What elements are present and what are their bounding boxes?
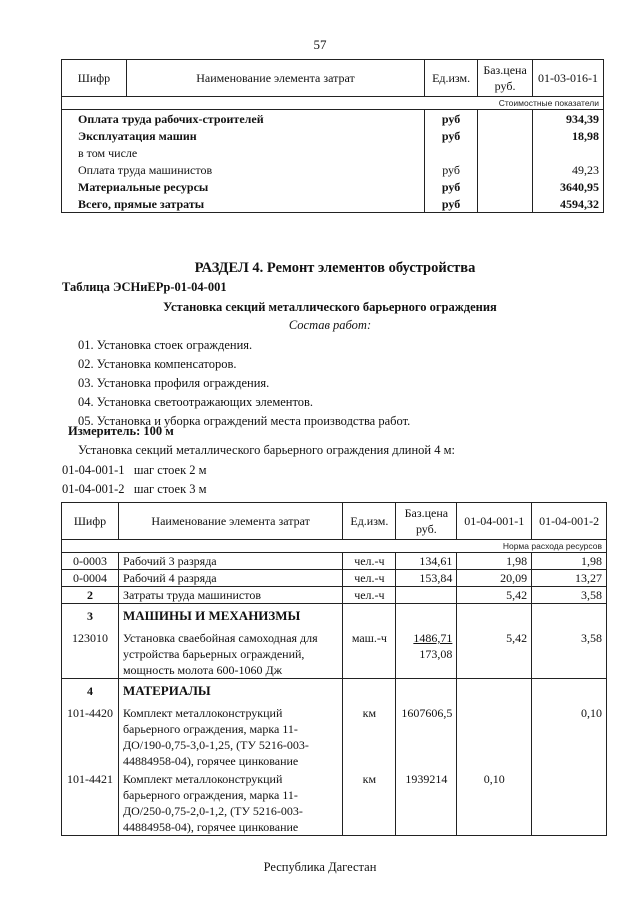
header-name: Наименование элемента затрат	[126, 60, 424, 97]
header-code: Шифр	[62, 60, 127, 97]
table-row: в том числе	[62, 144, 604, 161]
table-row: Всего, прямые затраты руб 4594,32	[62, 195, 604, 213]
table-row: Материальные ресурсы руб 3640,95	[62, 178, 604, 195]
header-name: Наименование элемента затрат	[118, 503, 342, 540]
header-col: 01-03-016-1	[533, 60, 604, 97]
section-title: РАЗДЕЛ 4. Ремонт элементов обустройства	[194, 260, 476, 276]
table-label: Таблица ЭСНиЕРр-01-04-001	[62, 280, 227, 294]
header-col1: 01-04-001-1	[457, 503, 532, 540]
table-row: 101-4421 Комплект металлоконструкций барьерного ограждения, марка 11-ДО/250-0,75-2,0-1,2, (ТУ 5216-003-44884958-04), горячее цинкование км 1939214 0,10	[62, 769, 607, 836]
table-row: 123010 Установка сваебойная самоходная для устройства барьерных ограждений, мощность молота 600-1060 Дж маш.-ч 1486,71 173,08 5,42 3,58	[62, 628, 607, 679]
header-code: Шифр	[62, 503, 119, 540]
table-header	[62, 60, 604, 97]
work-list	[78, 336, 410, 431]
list-item: 02. Установка компенсаторов.	[78, 357, 237, 371]
list-item: 04. Установка светоотражающих элементов.	[78, 395, 314, 409]
table-caption: Установка секций металлического барьерного ограждения	[163, 300, 497, 314]
page-number: 57	[313, 37, 327, 52]
table-row: 2 Затраты труда машинистов чел.-ч 5,42 3,58	[62, 587, 607, 604]
work-title: Состав работ:	[288, 318, 372, 332]
table-row: Оплата труда машинистов руб 49,23	[62, 161, 604, 178]
list-item: 01. Установка стоек ограждения.	[78, 338, 253, 352]
table-row: 0-0003 Рабочий 3 разряда чел.-ч 134,61 1,98 1,98	[62, 553, 607, 570]
measure: Измеритель: 100 м	[68, 424, 174, 438]
header-unit: Ед.изм.	[343, 503, 396, 540]
table-row: 4 МАТЕРИАЛЫ	[62, 679, 607, 704]
list-item: 01-04-001-2 шаг стоек 3 м	[62, 482, 207, 496]
table-row: 3 МАШИНЫ И МЕХАНИЗМЫ	[62, 604, 607, 629]
table-row: 0-0004 Рабочий 4 разряда чел.-ч 153,84 20,09 13,27	[62, 570, 607, 587]
subheader: Стоимостные показатели	[62, 97, 604, 110]
list-item: 01-04-001-1 шаг стоек 2 м	[62, 463, 207, 477]
header-col2: 01-04-001-2	[532, 503, 607, 540]
header-price: Баз.цена руб.	[396, 503, 457, 540]
table-header	[62, 503, 607, 540]
table-row: Оплата труда рабочих-строителей руб 934,39	[62, 110, 604, 128]
footer: Республика Дагестан	[263, 860, 377, 874]
intro-text: Установка секций металлического барьерного ограждения длиной 4 м:	[78, 443, 456, 457]
list-item: 05. Установка и уборка ограждений места производства работ.	[78, 414, 411, 428]
header-unit: Ед.изм.	[425, 60, 478, 97]
subheader: Норма расхода ресурсов	[62, 540, 607, 553]
list-item: 03. Установка профиля ограждения.	[78, 376, 270, 390]
resource-table	[61, 502, 607, 836]
cost-table	[61, 59, 604, 213]
header-price: Баз.цена руб.	[478, 60, 533, 97]
variant-list	[62, 461, 207, 499]
table-row: 101-4420 Комплект металлоконструкций барьерного ограждения, марка 11-ДО/190-0,75-3,0-1,25, (ТУ 5216-003-44884958-04), горячее цинкование км 1607606,5 0,10	[62, 703, 607, 769]
table-row: Эксплуатация машин руб 18,98	[62, 127, 604, 144]
